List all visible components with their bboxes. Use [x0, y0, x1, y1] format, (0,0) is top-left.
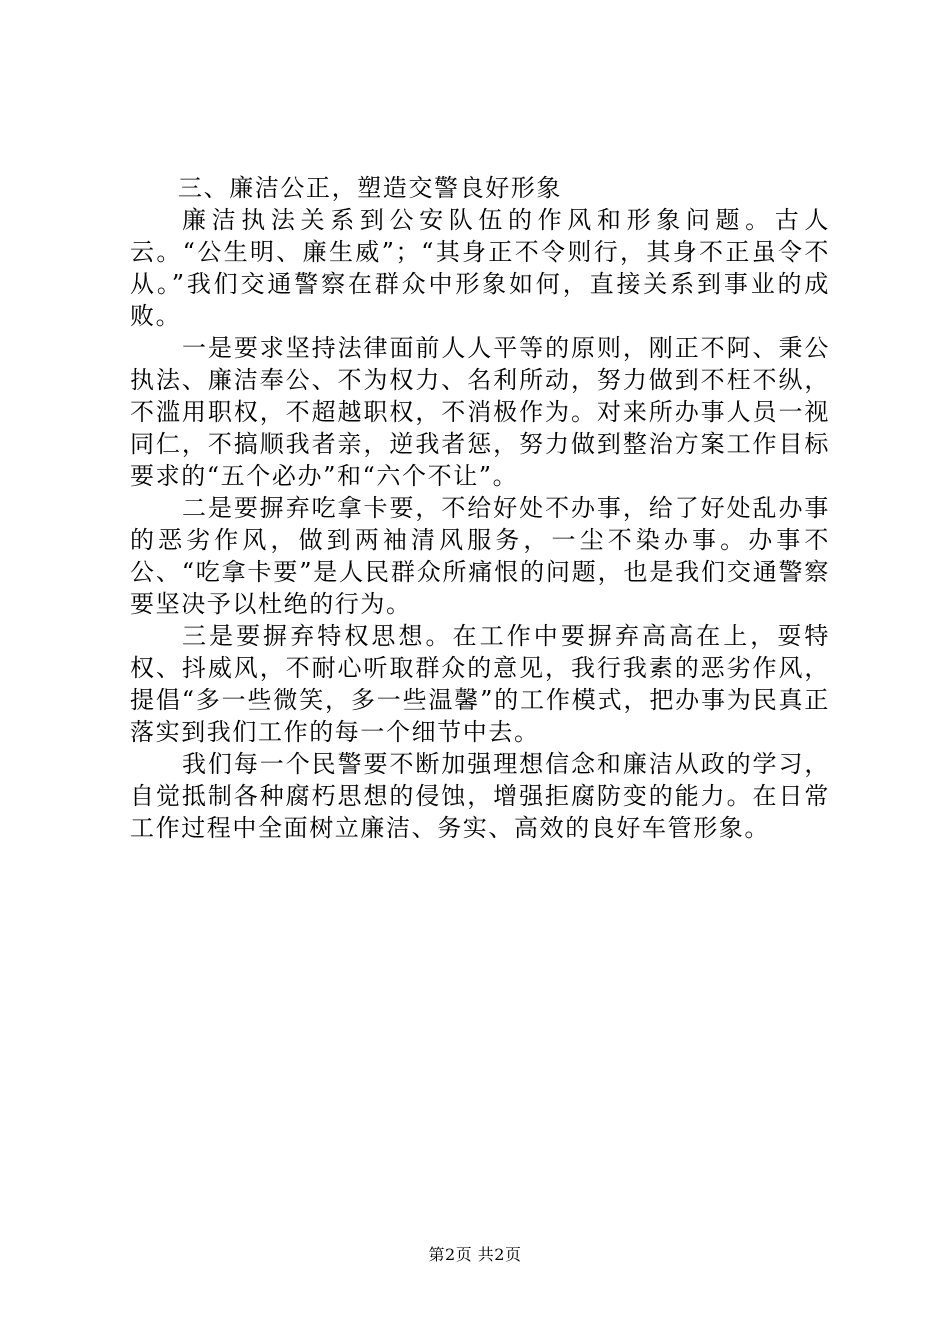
- paragraph-point-one: 一是要求坚持法律面前人人平等的原则，刚正不阿、秉公执法、廉洁奉公、不为权力、名利所动，努力做到不枉不纵，不滥用职权，不超越职权，不消极作为。对来所办事人员一视同仁，不搞顺我者亲，逆我者惩，努力做到整治方案工作目标要求的“五个必办”和“六个不让”。: [130, 334, 830, 490]
- paragraph-point-three: 三是要摒弃特权思想。在工作中要摒弃高高在上，耍特权、抖威风，不耐心听取群众的意见，我行我素的恶劣作风，提倡“多一些微笑，多一些温馨”的工作模式，把办事为民真正落实到我们工作的每一个细节中去。: [130, 622, 830, 746]
- paragraph-conclusion: 我们每一个民警要不断加强理想信念和廉洁从政的学习，自觉抵制各种腐朽思想的侵蚀，增强拒腐防变的能力。在日常工作过程中全面树立廉洁、务实、高效的良好车管形象。: [130, 750, 830, 842]
- page-number-footer: 第2页 共2页: [428, 1245, 522, 1264]
- paragraph-intro: 廉洁执法关系到公安队伍的作风和形象问题。古人云。“公生明、廉生威”；“其身正不令则行，其身不正虽令不从。”我们交通警察在群众中形象如何，直接关系到事业的成败。: [130, 206, 830, 330]
- paragraph-point-two: 二是要摒弃吃拿卡要，不给好处不办事，给了好处乱办事的恶劣作风，做到两袖清风服务，一尘不染办事。办事不公、“吃拿卡要”是人民群众所痛恨的问题，也是我们交通警察要坚决予以杜绝的行为。: [130, 494, 830, 618]
- document-body: [130, 172, 830, 844]
- section-heading: 三、廉洁公正，塑造交警良好形象: [178, 174, 562, 202]
